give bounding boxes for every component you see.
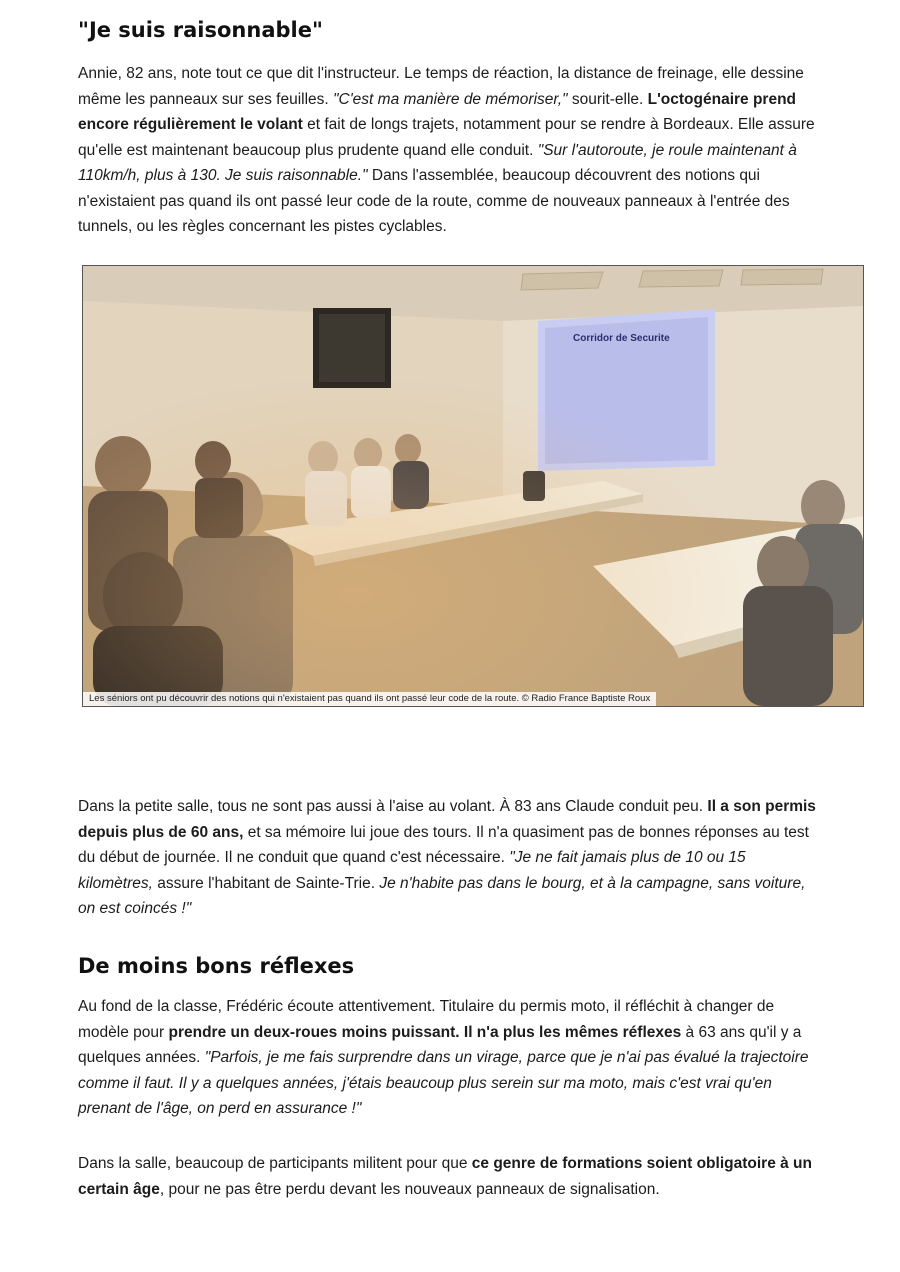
text-segment: Il a son permis depuis plus de 60 ans, [78,798,816,841]
text-segment: Au fond de la classe, Frédéric écoute attentivement. Titulaire du permis moto, il réfléchit à changer de modèle pour [78,998,775,1041]
text-segment: Dans la salle, beaucoup de participants militent pour que [78,1155,472,1172]
text-segment: ce genre de formations soient obligatoire à un certain âge [78,1155,812,1198]
text-segment: "C'est ma manière de mémoriser," [333,90,568,108]
text-segment: et sa mémoire lui joue des tours. Il n'a quasiment pas de bonnes réponses au test du début de journée. Il ne conduit que quand c'est nécessaire. [78,823,809,866]
photo-caption: Les séniors ont pu découvrir des notions qui n'existaient pas quand ils ont passé leur code de la route. © Radio France Baptiste Roux [83,692,656,706]
section-heading-reflexes: De moins bons réflexes [78,954,355,978]
paragraph-formations [78,1151,818,1202]
text-segment: , pour ne pas être perdu devant les nouveaux panneaux de signalisation. [159,1180,660,1198]
text-segment: et fait de longs trajets, notamment pour se rendre à Bordeaux. Elle assure qu'elle est maintenant beaucoup plus prudente quand elle conduit. [78,116,815,159]
paragraph-frederic [78,994,818,1122]
section-heading-raisonnable: "Je suis raisonnable" [78,18,323,42]
text-segment: "Parfois, je me fais surprendre dans un virage, parce que je n'ai pas évalué la trajectoire comme il faut. Il y a quelques années, j'étais beaucoup plus serein sur ma moto, mais c'est vrai qu'en prenant de l'âge, on perd en assurance !" [78,1049,809,1117]
classroom-photo [82,265,864,707]
text-segment: assure l'habitant de Sainte-Trie. [152,874,380,892]
text-segment: prendre un deux-roues moins puissant. Il n'a plus les mêmes réflexes [168,1023,682,1041]
text-segment: Dans l'assemblée, beaucoup découvrent des notions qui n'existaient pas quand ils ont passé leur code de la route, comme de nouveaux panneaux à l'entrée des tunnels, ou les règles concernant les pistes cyclables. [78,167,790,235]
text-segment: L'octogénaire prend encore régulièrement le volant [78,90,797,133]
text-segment: Je n'habite pas dans le bourg, et à la campagne, sans voiture, on est coincés !" [78,874,806,917]
text-segment: "Je ne fait jamais plus de 10 ou 15 kilomètres, [78,849,746,892]
text-segment: à 63 ans qu'il y a quelques années. [78,1023,802,1066]
text-segment: sourit-elle. [567,90,648,108]
text-segment: "Sur l'autoroute, je roule maintenant à 110km/h, plus à 130. Je suis raisonnable." [78,141,797,184]
paragraph-annie [78,61,818,240]
text-segment: Dans la petite salle, tous ne sont pas aussi à l'aise au volant. À 83 ans Claude conduit peu. [78,798,708,815]
paragraph-claude [78,794,818,922]
text-segment: Annie, 82 ans, note tout ce que dit l'instructeur. Le temps de réaction, la distance de freinage, elle dessine même les panneaux sur ses feuilles. [78,65,804,108]
